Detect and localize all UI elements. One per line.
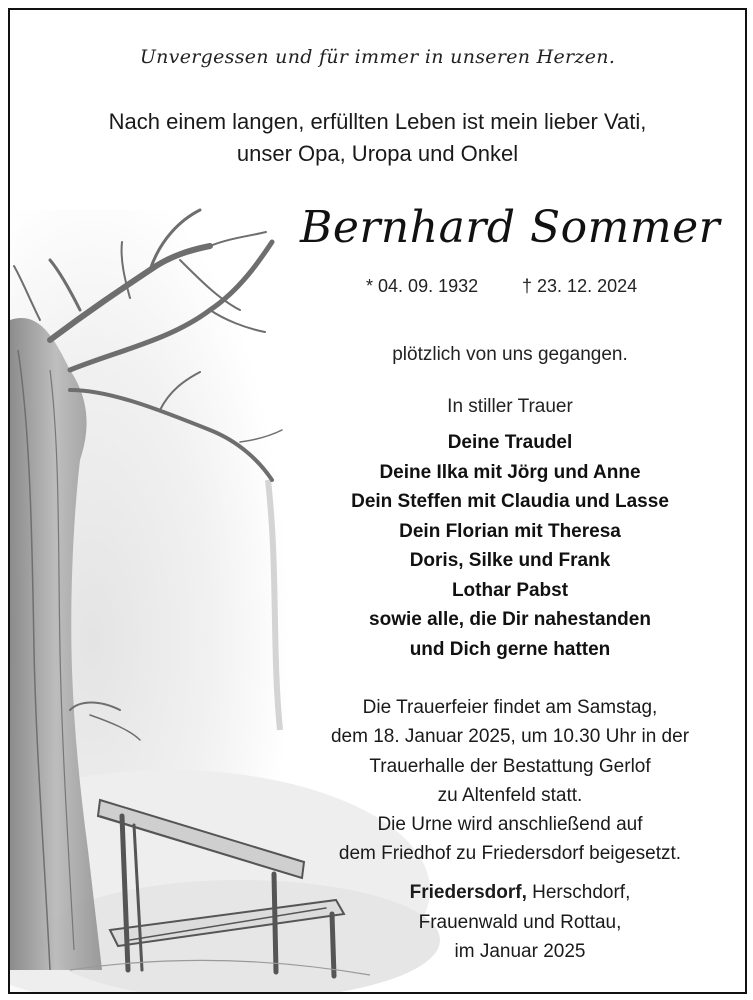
funeral-details [300,693,720,869]
announcement-line-2: unser Opa, Uropa und Onkel [236,141,519,166]
location-line-3: im Januar 2025 [454,941,586,962]
mourner-line: Dein Steffen mit Claudia und Lasse [351,491,669,512]
mourner-line: Dein Florian mit Theresa [399,520,621,542]
deceased-name: Bernhard Sommer [300,202,721,253]
death-date-group [522,276,637,297]
mourner-line: sowie alle, die Dir nahestanden [369,609,651,630]
mourner-line: Deine Ilka mit Jörg und Anne [379,461,641,483]
announcement-line-1: Nach einem langen, erfüllten Leben ist mein lieber Vati, [108,109,647,134]
location-line-2: Frauenwald und Rottau, [418,911,622,933]
location-and-date [370,878,670,967]
funeral-line: Die Trauerfeier findet am Samstag, [362,697,658,718]
death-date: 23. 12. 2024 [537,276,638,296]
birth-date: 04. 09. 1932 [378,276,479,296]
mourner-line: Doris, Silke und Frank [409,550,611,571]
passed-text: plötzlich von uns gegangen. [392,344,628,365]
location-secondary: Herschdorf, [532,882,631,903]
location-line-1 [370,878,670,908]
birth-date-group [366,276,478,297]
birth-symbol: * [366,276,374,296]
mourner-line: und Dich gerne hatten [409,638,611,660]
funeral-line: Die Urne wird anschließend auf [377,814,643,836]
mourner-list [300,428,720,664]
mourner-line: Deine Traudel [447,432,573,453]
funeral-line: Trauerhalle der Bestattung Gerlof [369,755,651,777]
intro-line: Unvergessen und für immer in unseren Herzen. [139,46,616,68]
death-symbol: † [522,276,533,296]
location-primary: Friedersdorf, [409,882,527,903]
announcement [10,106,745,170]
funeral-line: zu Altenfeld statt. [437,784,583,806]
mourner-line: Lothar Pabst [451,579,569,601]
funeral-line: dem Friedhof zu Friedersdorf beigesetzt. [338,843,682,865]
mourning-intro: In stiller Trauer [447,396,573,417]
funeral-line: dem 18. Januar 2025, um 10.30 Uhr in der [330,726,690,748]
obituary-notice [8,8,747,994]
